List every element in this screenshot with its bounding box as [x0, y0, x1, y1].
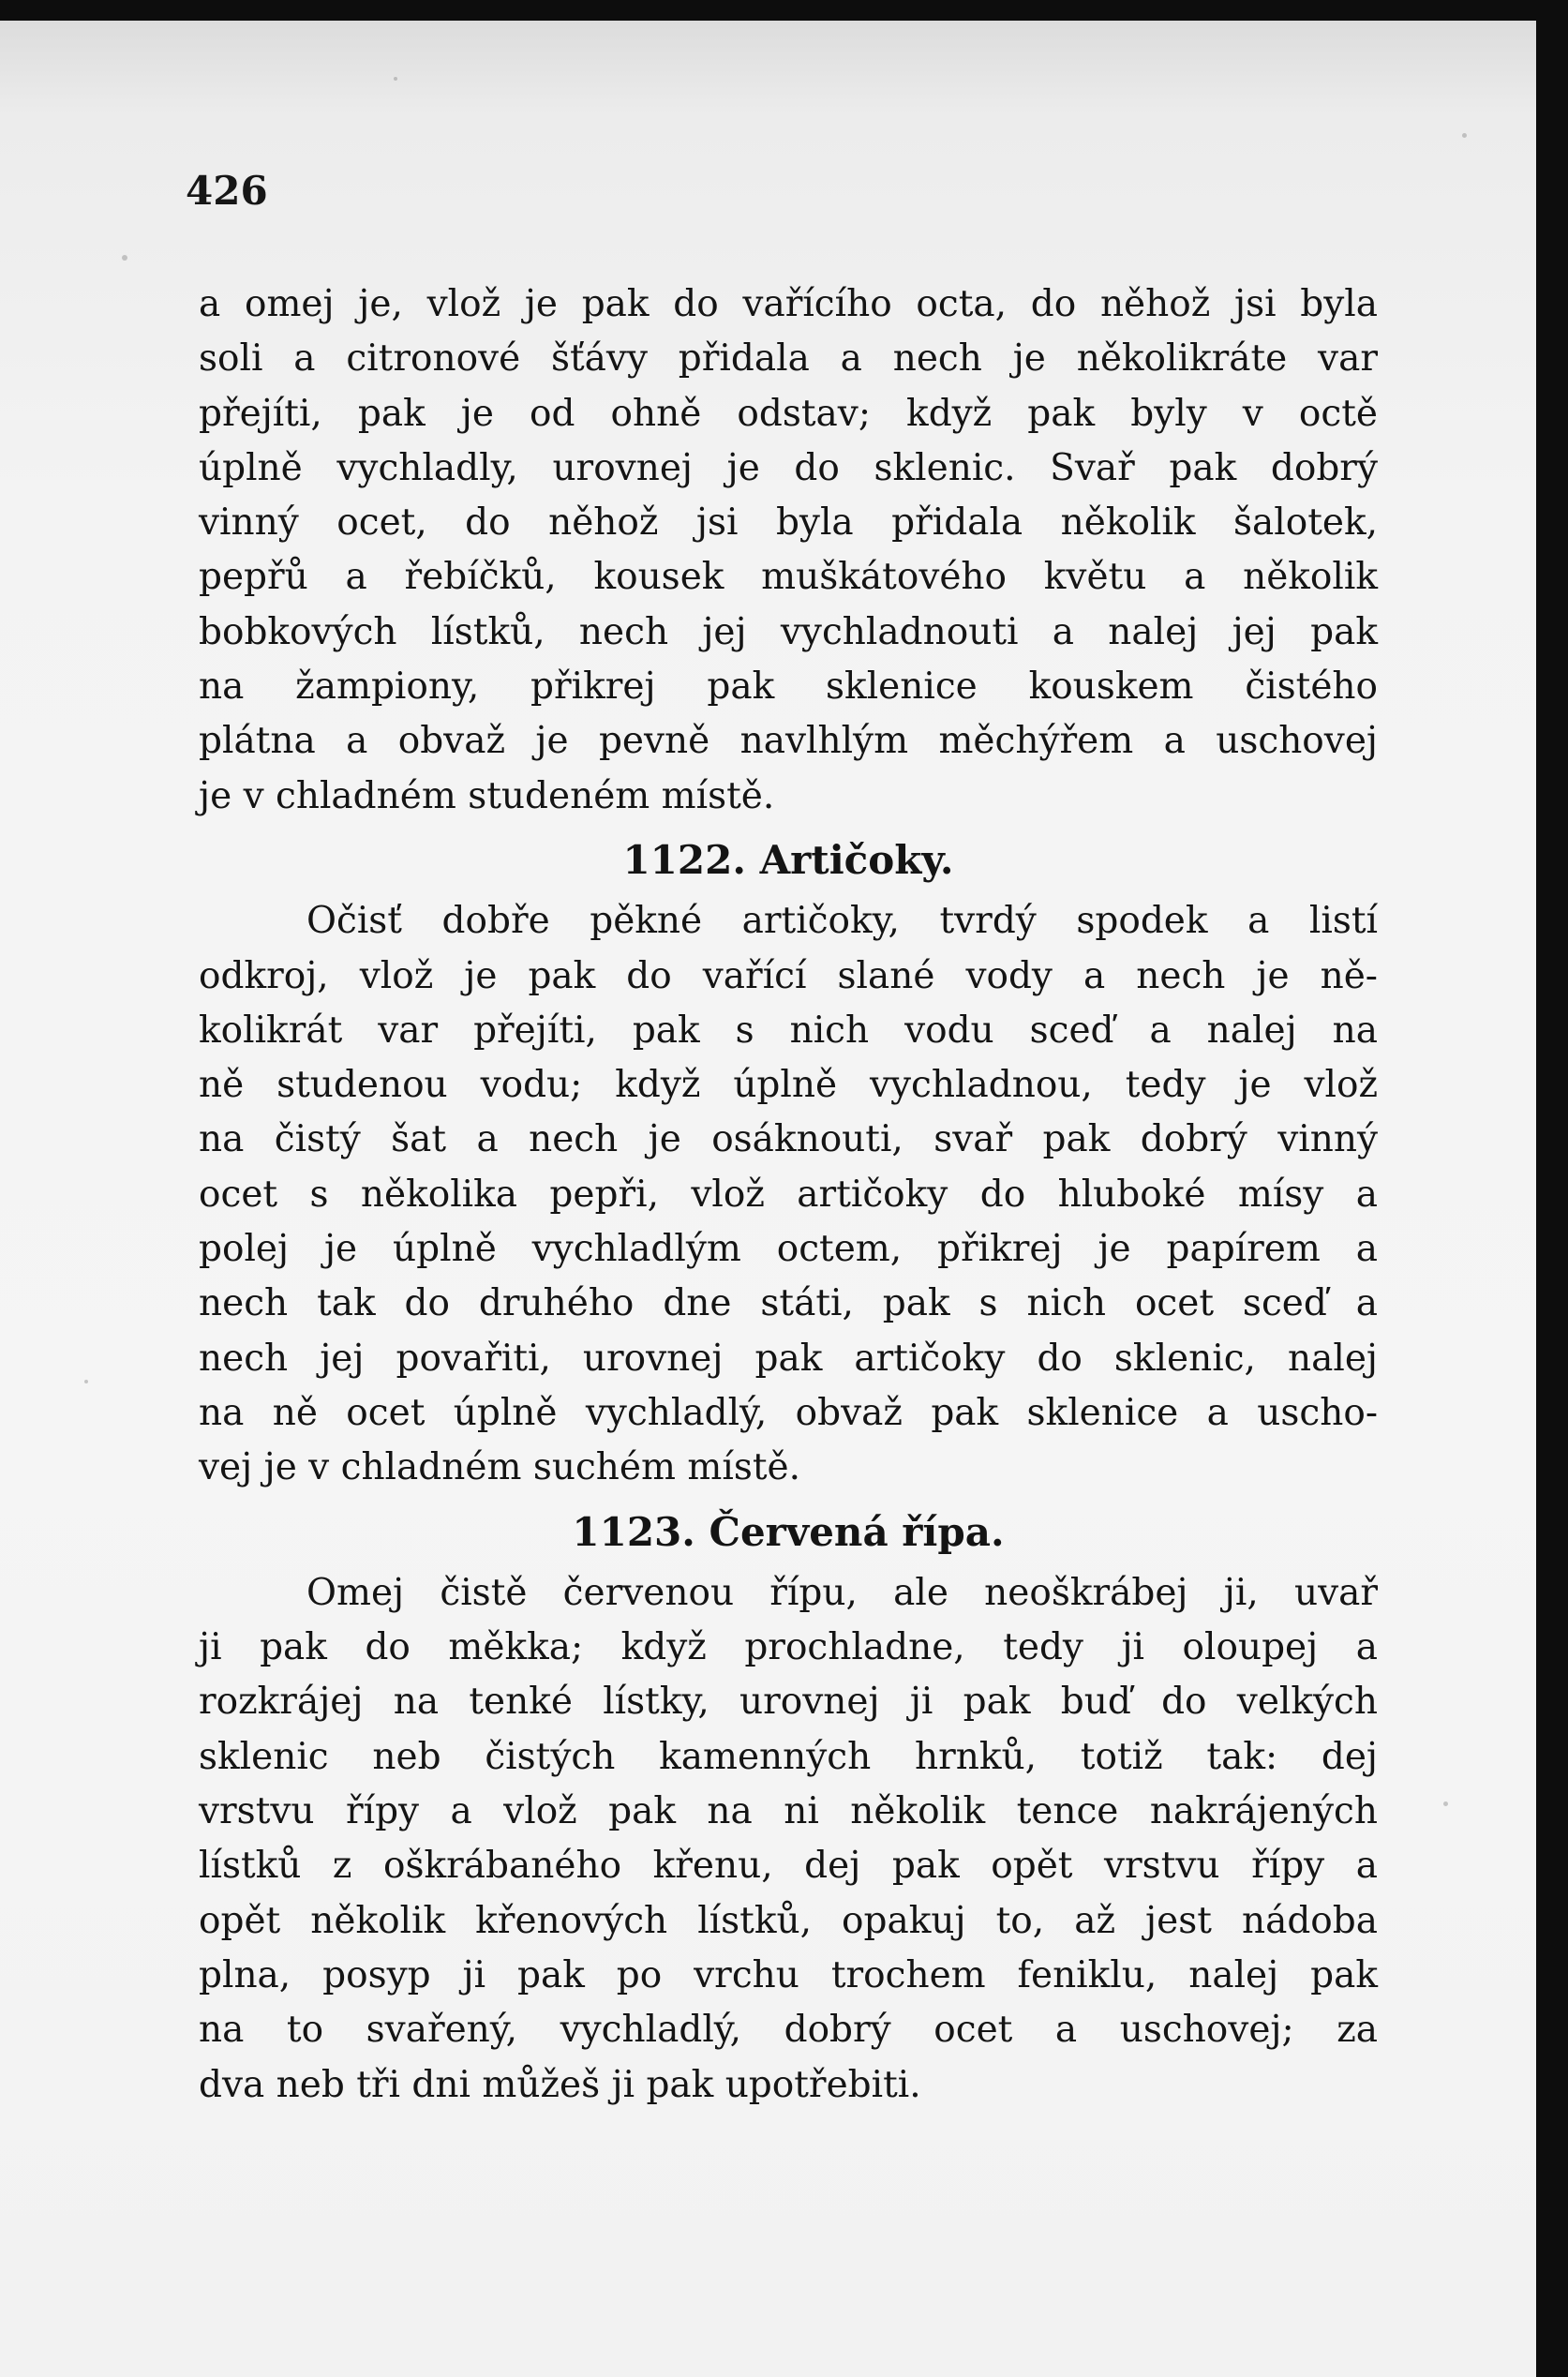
recipe-heading: 1122. Artičoky. [622, 836, 954, 883]
text-line: na ně ocet úplně vychladlý, obvaž pak sklenice a uscho- [199, 1391, 1378, 1434]
text-line: ocet s několika pepři, vlož artičoky do hluboké mísy a [199, 1173, 1378, 1216]
text-line: úplně vychladly, urovnej je do sklenic. Svař pak dobrý [199, 446, 1378, 489]
text-line: Očisť dobře pěkné artičoky, tvrdý spodek a listí [306, 900, 1378, 943]
text-line: soli a citronové šťávy přidala a nech je několikráte var [199, 337, 1378, 381]
text-line: je v chladném studeném místě. [199, 774, 775, 817]
text-line: ji pak do měkka; když prochladne, tedy ji oloupej a [199, 1626, 1378, 1669]
text-line: na žampiony, přikrej pak sklenice kouskem čistého [199, 665, 1378, 709]
text-line: vej je v chladném suchém místě. [199, 1446, 800, 1489]
page-body [199, 277, 1378, 2113]
page-number: 426 [186, 168, 268, 214]
intro-paragraph [199, 277, 1378, 824]
text-line: nech jej povařiti, urovnej pak artičoky do sklenic, nalej [199, 1337, 1378, 1380]
text-line: Omej čistě červenou řípu, ale neoškrábej ji, uvař [306, 1571, 1378, 1614]
text-line: vrstvu řípy a vlož pak na ni několik tence nakrájených [199, 1790, 1378, 1833]
text-line: lístků z oškrábaného křenu, dej pak opět vrstvu řípy a [199, 1845, 1378, 1888]
scan-speck [84, 1380, 88, 1383]
scan-speck [394, 77, 397, 81]
text-line: bobkových lístků, nech jej vychladnouti a nalej jej pak [199, 610, 1378, 653]
text-line: a omej je, vlož je pak do vařícího octa, do něhož jsi byla [199, 283, 1378, 325]
scan-speck [1462, 133, 1467, 138]
text-line: na čistý šat a nech je osáknouti, svař pak dobrý vinný [199, 1118, 1378, 1161]
text-line: sklenic neb čistých kamenných hrnků, totiž tak: dej [199, 1735, 1378, 1778]
scan-speck [1443, 1801, 1448, 1806]
text-line: ně studenou vodu; když úplně vychladnou, tedy je vlož [199, 1064, 1378, 1107]
recipe-1123 [199, 1505, 1378, 2113]
text-line: kolikrát var přejíti, pak s nich vodu sceď a nalej na [199, 1009, 1378, 1052]
scan-speck [122, 255, 127, 261]
text-line: vinný ocet, do něhož jsi byla přidala několik šalotek, [199, 501, 1378, 545]
text-line: přejíti, pak je od ohně odstav; když pak byly v octě [199, 392, 1378, 435]
recipe-1122 [199, 833, 1378, 1496]
text-line: opět několik křenových lístků, opakuj to, až jest nádoba [199, 1899, 1378, 1942]
text-line: na to svařený, vychladlý, dobrý ocet a uschovej; za [199, 2009, 1378, 2052]
text-line: plátna a obvaž je pevně navlhlým měchýřem a uschovej [199, 720, 1378, 763]
text-line: nech tak do druhého dne státi, pak s nich ocet sceď a [199, 1282, 1378, 1325]
text-line: dva neb tři dni můžeš ji pak upotřebiti. [199, 2063, 921, 2106]
text-line: pepřů a řebíčků, kousek muškátového květu a několik [199, 556, 1378, 599]
text-line: odkroj, vlož je pak do vařící slané vody a nech je ně- [199, 954, 1378, 997]
recipe-heading: 1123. Červená řípa. [572, 1508, 1005, 1555]
text-line: polej je úplně vychladlým octem, přikrej je papírem a [199, 1228, 1378, 1271]
text-line: plna, posyp ji pak po vrchu trochem feniklu, nalej pak [199, 1953, 1378, 1996]
text-line: rozkrájej na tenké lístky, urovnej ji pak buď do velkých [199, 1681, 1378, 1724]
